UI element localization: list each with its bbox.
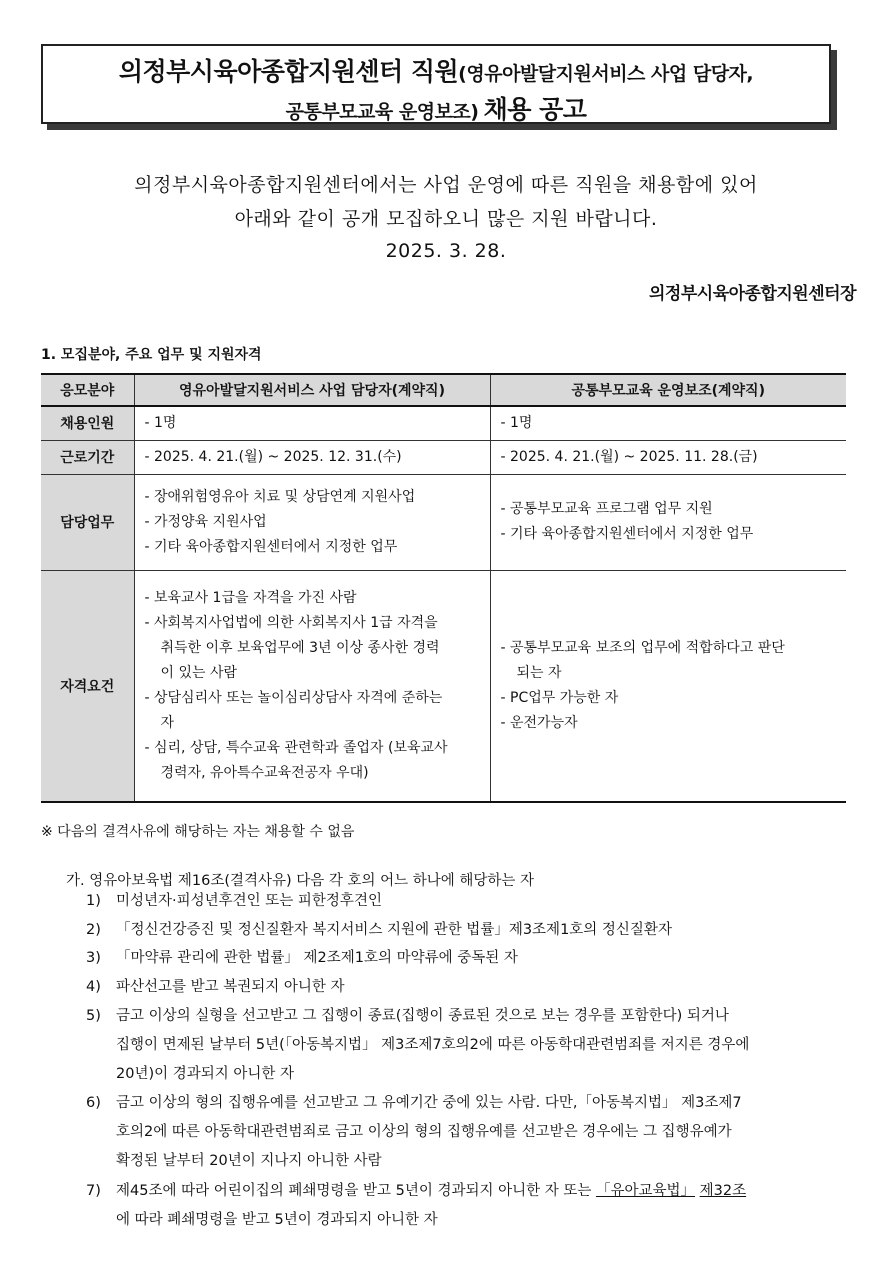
item-text: 호의2에 따른 아동학대관련범죄로 금고 이상의 형의 집행유예를 선고받은 경우에는 그 집행유예가 [116, 1124, 732, 1140]
table-row [41, 440, 846, 474]
table-row [41, 474, 846, 570]
item-number: 3) [86, 950, 101, 966]
cell-item: - PC업무 가능한 자 [500, 689, 619, 706]
cell-item: - 1명 [500, 414, 533, 431]
table-row [41, 570, 846, 802]
list-item [86, 1002, 856, 1089]
title-line-1 [43, 52, 829, 88]
table-cell [134, 440, 490, 474]
row-label: 채용인원 [41, 406, 134, 440]
table-cell [490, 440, 846, 474]
cell-item: - 1명 [144, 414, 177, 431]
item-text: 「정신건강증진 및 정신질환자 복지서비스 지원에 관한 법률」제3조제1호의 정신질환자 [116, 922, 672, 938]
disqualification-heading: 가. 영유아보육법 제16조(결격사유) 다음 각 호의 어느 하나에 해당하는 자 [66, 873, 535, 889]
item-number: 5) [86, 1008, 101, 1024]
row-label: 담당업무 [41, 474, 134, 570]
list-item [86, 1089, 856, 1176]
item-text: 확정된 날부터 20년이 지나지 아니한 사람 [116, 1153, 382, 1169]
cell-item: - 가정양육 지원사업 [144, 513, 267, 530]
list-item [86, 916, 856, 945]
cell-item: - 2025. 4. 21.(월) ~ 2025. 11. 28.(금) [500, 448, 758, 465]
item-text: 미성년자·피성년후견인 또는 피한정후견인 [116, 893, 382, 909]
cell-item: - 장애위험영유아 치료 및 상담연계 지원사업 [144, 488, 416, 505]
list-item [86, 1177, 856, 1235]
cell-item: - 사회복지사업법에 의한 사회복지사 1급 자격을 취득한 이후 보육업무에 3년 이상 종사한 경력이 있는 사람 [144, 614, 440, 681]
title-box [41, 44, 831, 124]
item-number: 1) [86, 893, 101, 909]
item-number: 2) [86, 922, 101, 938]
cell-item: - 기타 육아종합지원센터에서 지정한 업무 [144, 538, 398, 555]
row-label: 근로기간 [41, 440, 134, 474]
header-category: 응모분야 [41, 374, 134, 406]
table-cell [490, 474, 846, 570]
item-text: 집행이 면제된 날부터 5년(「아동복지법」 제3조제7호의2에 따른 아동학대관련범죄를 저지른 경우에 [116, 1037, 750, 1053]
table-row [41, 406, 846, 440]
table-cell [134, 406, 490, 440]
item-text: 제45조에 따라 어린이집의 폐쇄명령을 받고 5년이 경과되지 아니한 자 또는 [116, 1183, 596, 1199]
intro-line-2: 아래와 같이 공개 모집하오니 많은 지원 바랍니다. [234, 208, 658, 230]
item-text: 파산선고를 받고 복권되지 아니한 자 [116, 979, 345, 995]
table-cell [134, 474, 490, 570]
list-item [86, 944, 856, 973]
title-sub-2: 공통부모교육 운영보조) [285, 101, 479, 123]
item-text: 금고 이상의 형의 집행유예를 선고받고 그 유예기간 중에 있는 사람. 다만,「아동복지법」 제3조제7 [116, 1095, 742, 1111]
item-number: 6) [86, 1095, 101, 1111]
item-number: 7) [86, 1183, 101, 1199]
announce-date: 2025. 3. 28. [385, 240, 507, 262]
title-sub-1: (영유아발달지원서비스 사업 담당자, [458, 63, 754, 85]
section-title: 1. 모집분야, 주요 업무 및 지원자격 [41, 347, 262, 363]
table-cell [490, 406, 846, 440]
cell-item: - 공통부모교육 보조의 업무에 적합하다고 판단되는 자 [500, 639, 785, 681]
disqualification-note: ※ 다음의 결격사유에 해당하는 자는 채용할 수 없음 [41, 824, 355, 840]
item-number: 4) [86, 979, 101, 995]
cell-item: - 운전가능자 [500, 714, 578, 731]
item-text: 「마약류 관리에 관한 법률」 제2조제1호의 마약류에 중독된 자 [116, 950, 518, 966]
item-text: 20년)이 경과되지 아니한 자 [116, 1066, 295, 1082]
title-end: 채용 공고 [483, 95, 587, 124]
cell-item: - 상담심리사 또는 놀이심리상담사 자격에 준하는 자 [144, 689, 443, 731]
cell-item: - 공통부모교육 프로그램 업무 지원 [500, 501, 713, 517]
table-cell [134, 570, 490, 802]
item-text: 에 따라 폐쇄명령을 받고 5년이 경과되지 아니한 자 [116, 1212, 438, 1228]
intro-line-1: 의정부시육아종합지원센터에서는 사업 운영에 따른 직원을 채용함에 있어 [134, 174, 758, 196]
cell-item: - 기타 육아종합지원센터에서 지정한 업무 [500, 526, 754, 542]
row-label: 자격요건 [41, 570, 134, 802]
table-header-row [41, 374, 846, 406]
list-item [86, 887, 856, 916]
cell-item: - 2025. 4. 21.(월) ~ 2025. 12. 31.(수) [144, 448, 402, 465]
cell-item: - 심리, 상담, 특수교육 관련학과 졸업자 (보육교사 경력자, 유아특수교육전공자 우대) [144, 739, 448, 781]
list-item [86, 973, 856, 1002]
law-reference: 「유아교육법」 [595, 1183, 696, 1199]
title-main: 의정부시육아종합지원센터 직원 [118, 57, 459, 86]
recruitment-table [41, 373, 846, 803]
header-position-2: 공통부모교육 운영보조(계약직) [490, 374, 846, 406]
title-line-2 [43, 90, 829, 126]
item-text: 금고 이상의 실형을 선고받고 그 집행이 종료(집행이 종료된 것으로 보는 경우를 포함한다) 되거나 [116, 1008, 729, 1024]
cell-item: - 보육교사 1급을 자격을 가진 사람 [144, 589, 357, 606]
header-position-1: 영유아발달지원서비스 사업 담당자(계약직) [134, 374, 490, 406]
organization-name: 의정부시육아종합지원센터장 [649, 284, 856, 304]
law-reference: 제32조 [699, 1183, 747, 1199]
table-cell [490, 570, 846, 802]
